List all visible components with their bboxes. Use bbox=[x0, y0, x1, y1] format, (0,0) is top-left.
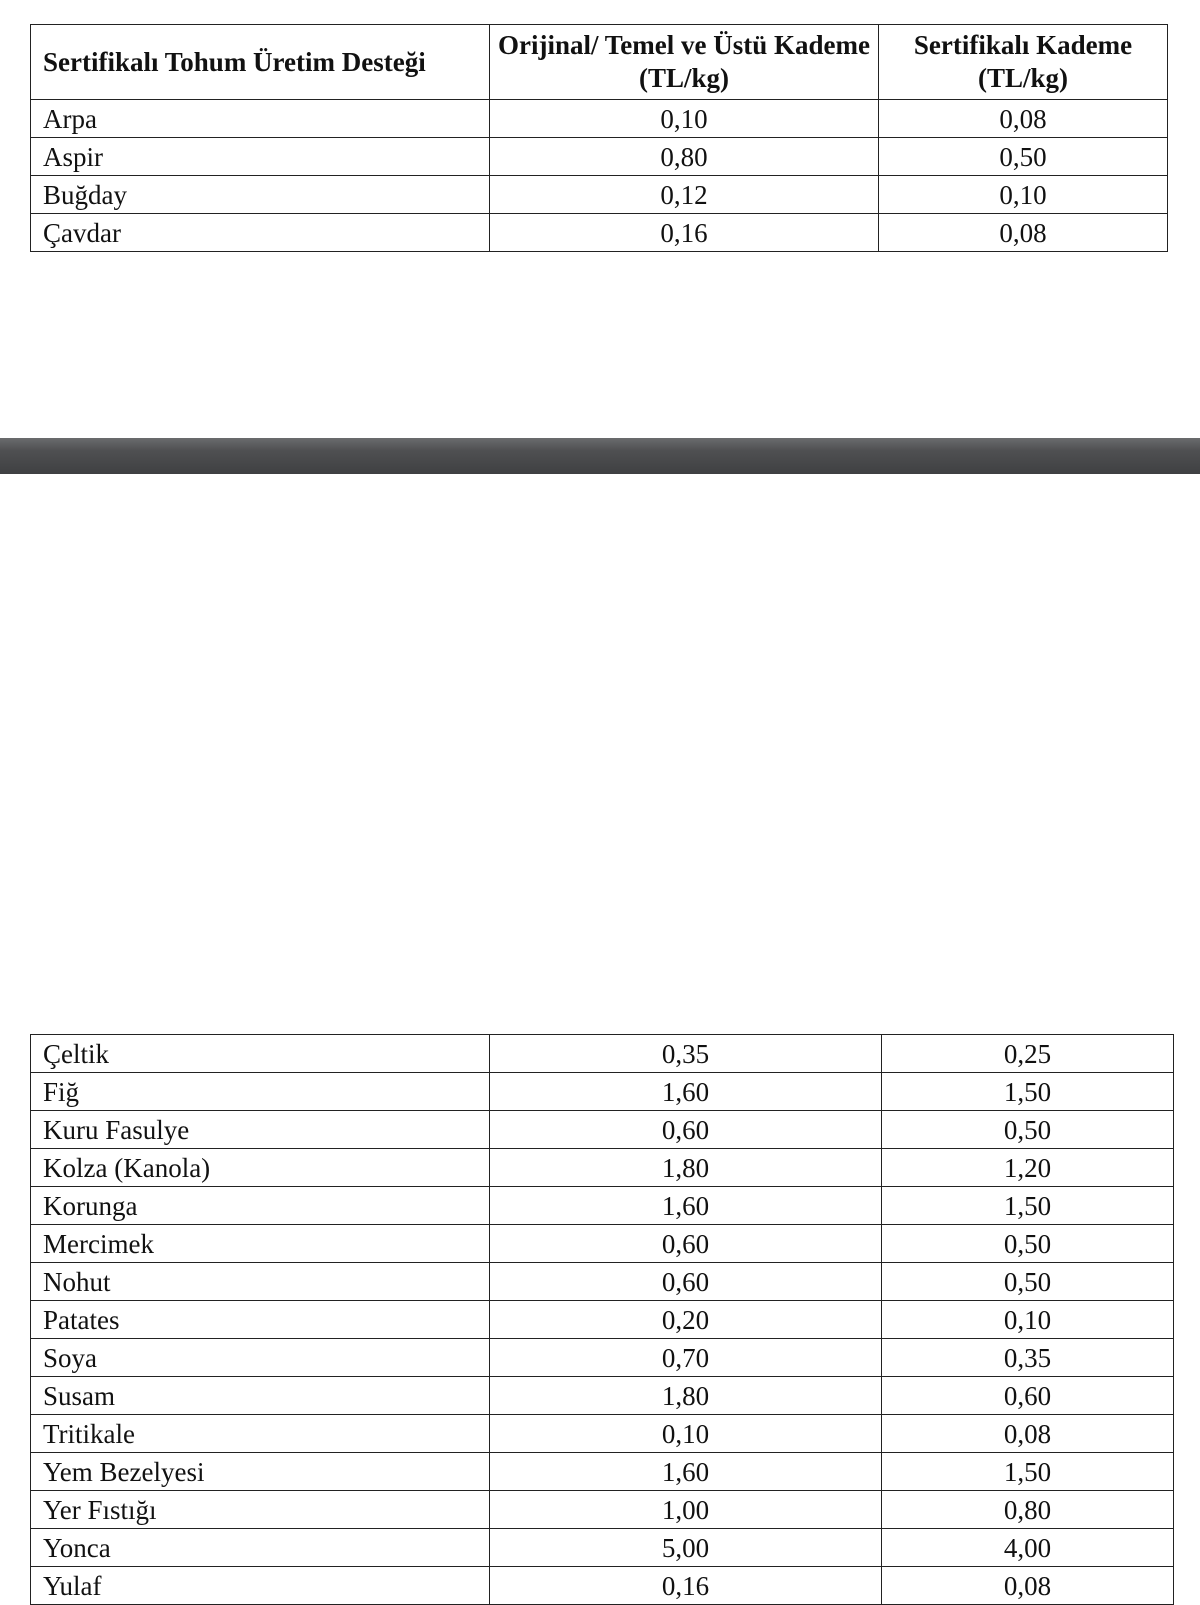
original-tier-value: 1,00 bbox=[490, 1491, 882, 1529]
original-tier-value: 0,16 bbox=[490, 1567, 882, 1605]
certified-tier-value: 0,50 bbox=[882, 1263, 1174, 1301]
table-row bbox=[31, 1301, 1174, 1339]
table-row bbox=[31, 214, 1168, 252]
header-certified-tier: Sertifikalı Kademe (TL/kg) bbox=[879, 25, 1168, 100]
certified-tier-value: 0,08 bbox=[882, 1415, 1174, 1453]
original-tier-value: 1,80 bbox=[490, 1149, 882, 1187]
certified-tier-value: 0,08 bbox=[882, 1567, 1174, 1605]
table-row bbox=[31, 1187, 1174, 1225]
table-row bbox=[31, 1263, 1174, 1301]
crop-name-cell: Susam bbox=[31, 1377, 490, 1415]
crop-name-cell: Patates bbox=[31, 1301, 490, 1339]
table-row bbox=[31, 1111, 1174, 1149]
original-tier-value: 1,80 bbox=[490, 1377, 882, 1415]
table-row bbox=[31, 1225, 1174, 1263]
table-row bbox=[31, 1377, 1174, 1415]
seed-support-table-top bbox=[30, 24, 1168, 252]
certified-tier-value: 1,20 bbox=[882, 1149, 1174, 1187]
crop-name-cell: Arpa bbox=[31, 100, 490, 138]
table-row bbox=[31, 1035, 1174, 1073]
certified-tier-value: 0,50 bbox=[882, 1111, 1174, 1149]
certified-tier-value: 0,35 bbox=[882, 1339, 1174, 1377]
crop-name-cell: Korunga bbox=[31, 1187, 490, 1225]
top-document-page bbox=[0, 0, 1200, 438]
original-tier-value: 1,60 bbox=[490, 1453, 882, 1491]
crop-name-cell: Fiğ bbox=[31, 1073, 490, 1111]
crop-name-cell: Çavdar bbox=[31, 214, 490, 252]
certified-tier-value: 0,80 bbox=[882, 1491, 1174, 1529]
original-tier-value: 0,60 bbox=[490, 1111, 882, 1149]
certified-tier-value: 0,50 bbox=[879, 138, 1168, 176]
original-tier-value: 0,16 bbox=[490, 214, 879, 252]
original-tier-value: 0,60 bbox=[490, 1225, 882, 1263]
crop-name-cell: Tritikale bbox=[31, 1415, 490, 1453]
certified-tier-value: 1,50 bbox=[882, 1187, 1174, 1225]
table-row bbox=[31, 1529, 1174, 1567]
crop-name-cell: Yulaf bbox=[31, 1567, 490, 1605]
certified-tier-value: 0,10 bbox=[882, 1301, 1174, 1339]
table-row bbox=[31, 1339, 1174, 1377]
crop-name-cell: Yem Bezelyesi bbox=[31, 1453, 490, 1491]
seed-support-table-bottom bbox=[30, 1034, 1174, 1605]
table-row bbox=[31, 1567, 1174, 1605]
table-row bbox=[31, 100, 1168, 138]
crop-name-cell: Mercimek bbox=[31, 1225, 490, 1263]
original-tier-value: 0,20 bbox=[490, 1301, 882, 1339]
certified-tier-value: 0,60 bbox=[882, 1377, 1174, 1415]
crop-name-cell: Kuru Fasulye bbox=[31, 1111, 490, 1149]
crop-name-cell: Yonca bbox=[31, 1529, 490, 1567]
original-tier-value: 0,70 bbox=[490, 1339, 882, 1377]
certified-tier-value: 0,10 bbox=[879, 176, 1168, 214]
header-support-type: Sertifikalı Tohum Üretim Desteği bbox=[31, 25, 490, 100]
certified-tier-value: 1,50 bbox=[882, 1073, 1174, 1111]
table-row bbox=[31, 1149, 1174, 1187]
crop-name-cell: Aspir bbox=[31, 138, 490, 176]
certified-tier-value: 0,08 bbox=[879, 100, 1168, 138]
table-row bbox=[31, 176, 1168, 214]
screenshot-divider bbox=[0, 438, 1200, 474]
table-header-row bbox=[31, 25, 1168, 100]
crop-name-cell: Yer Fıstığı bbox=[31, 1491, 490, 1529]
crop-name-cell: Kolza (Kanola) bbox=[31, 1149, 490, 1187]
crop-name-cell: Nohut bbox=[31, 1263, 490, 1301]
original-tier-value: 0,12 bbox=[490, 176, 879, 214]
certified-tier-value: 0,50 bbox=[882, 1225, 1174, 1263]
bottom-document-page bbox=[0, 474, 1200, 1601]
crop-name-cell: Buğday bbox=[31, 176, 490, 214]
original-tier-value: 1,60 bbox=[490, 1187, 882, 1225]
original-tier-value: 5,00 bbox=[490, 1529, 882, 1567]
original-tier-value: 0,10 bbox=[490, 1415, 882, 1453]
crop-name-cell: Soya bbox=[31, 1339, 490, 1377]
header-original-tier: Orijinal/ Temel ve Üstü Kademe (TL/kg) bbox=[490, 25, 879, 100]
table-row bbox=[31, 1415, 1174, 1453]
certified-tier-value: 0,08 bbox=[879, 214, 1168, 252]
certified-tier-value: 1,50 bbox=[882, 1453, 1174, 1491]
table-row bbox=[31, 138, 1168, 176]
table-row bbox=[31, 1453, 1174, 1491]
certified-tier-value: 4,00 bbox=[882, 1529, 1174, 1567]
table-row bbox=[31, 1073, 1174, 1111]
certified-tier-value: 0,25 bbox=[882, 1035, 1174, 1073]
crop-name-cell: Çeltik bbox=[31, 1035, 490, 1073]
original-tier-value: 1,60 bbox=[490, 1073, 882, 1111]
original-tier-value: 0,35 bbox=[490, 1035, 882, 1073]
original-tier-value: 0,10 bbox=[490, 100, 879, 138]
table-row bbox=[31, 1491, 1174, 1529]
original-tier-value: 0,60 bbox=[490, 1263, 882, 1301]
original-tier-value: 0,80 bbox=[490, 138, 879, 176]
